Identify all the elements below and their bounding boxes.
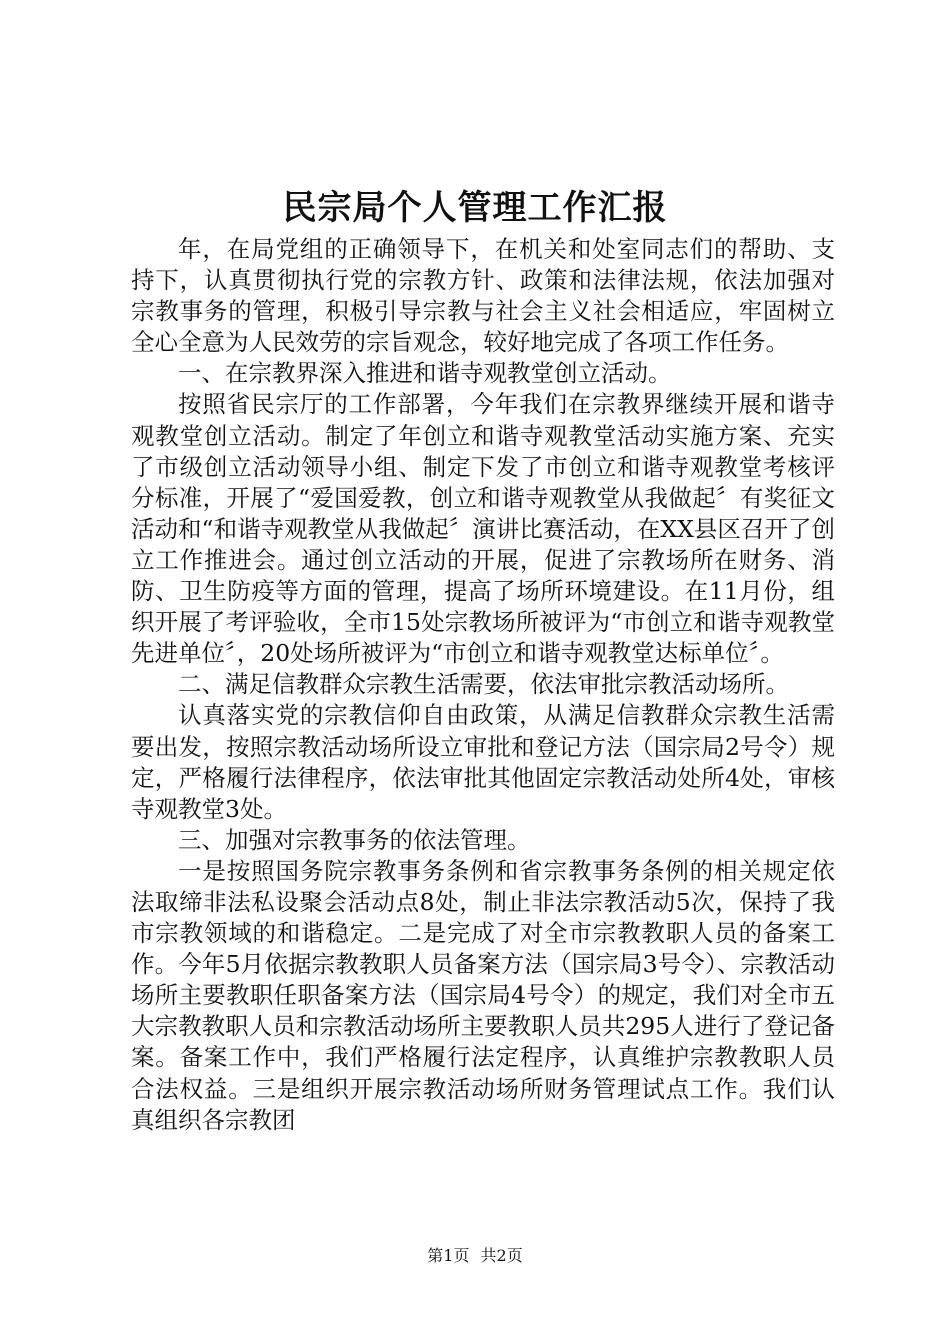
page-footer [0,1244,950,1268]
page-number: 第1页 [427,1246,470,1265]
document-title: 民宗局个人管理工作汇报 [282,188,668,228]
section-heading-1: 一、在宗教界深入推进和谐寺观教堂创立活动。 [178,359,672,388]
paragraph-section-2: 认真落实党的宗教信仰自由政策，从满足信教群众宗教生活需要出发，按照宗教活动场所设立审批和登记方法（国宗局2号令）规定，严格履行法律程序，依法审批其他固定宗教活动处所4处，审核寺观教堂3处。 [131,701,835,823]
paragraph-section-3: 一是按照国务院宗教事务条例和省宗教事务条例的相关规定依法取缔非法私设聚会活动点8处，制止非法宗教活动5次，保持了我市宗教领域的和谐稳定。二是完成了对全市宗教教职人员的备案工作。今年5月依据宗教教职人员备案方法（国宗局3号令）、宗教活动场所主要教职任职备案方法（国宗局4号令）的规定，我们对全市五大宗教教职人员和宗教活动场所主要教职人员共295人进行了登记备案。备案工作中，我们严格履行法定程序，认真维护宗教教职人员合法权益。三是组织开展宗教活动场所财务管理试点工作。我们认真组织各宗教团 [131,856,835,1134]
section-heading-3: 三、加强对宗教事务的依法管理。 [178,825,531,854]
paragraph-intro: 年，在局党组的正确领导下，在机关和处室同志们的帮助、支持下，认真贯彻执行党的宗教方针、政策和法律法规，依法加强对宗教事务的管理，积极引导宗教与社会主义社会相适应，牢固树立全心全意为人民效劳的宗旨观念，较好地完成了各项工作任务。 [131,235,835,357]
page-total: 共2页 [480,1246,523,1265]
paragraph-section-1: 按照省民宗厅的工作部署，今年我们在宗教界继续开展和谐寺观教堂创立活动。制定了年创立和谐寺观教堂活动实施方案、充实了市级创立活动领导小组、制定下发了市创立和谐寺观教堂考核评分标准，开展了“爱国爱教，创立和谐寺观教堂从我做起〞有奖征文活动和“和谐寺观教堂从我做起〞演讲比赛活动，在XX县区召开了创立工作推进会。通过创立活动的开展，促进了宗教场所在财务、消防、卫生防疫等方面的管理，提高了场所环境建设。在11月份，组织开展了考评验收，全市15处宗教场所被评为“市创立和谐寺观教堂先进单位〞，20处场所被评为“市创立和谐寺观教堂达标单位〞。 [131,390,835,668]
section-heading-2: 二、满足信教群众宗教生活需要，依法审批宗教活动场所。 [178,670,789,699]
document-body [131,234,835,1136]
